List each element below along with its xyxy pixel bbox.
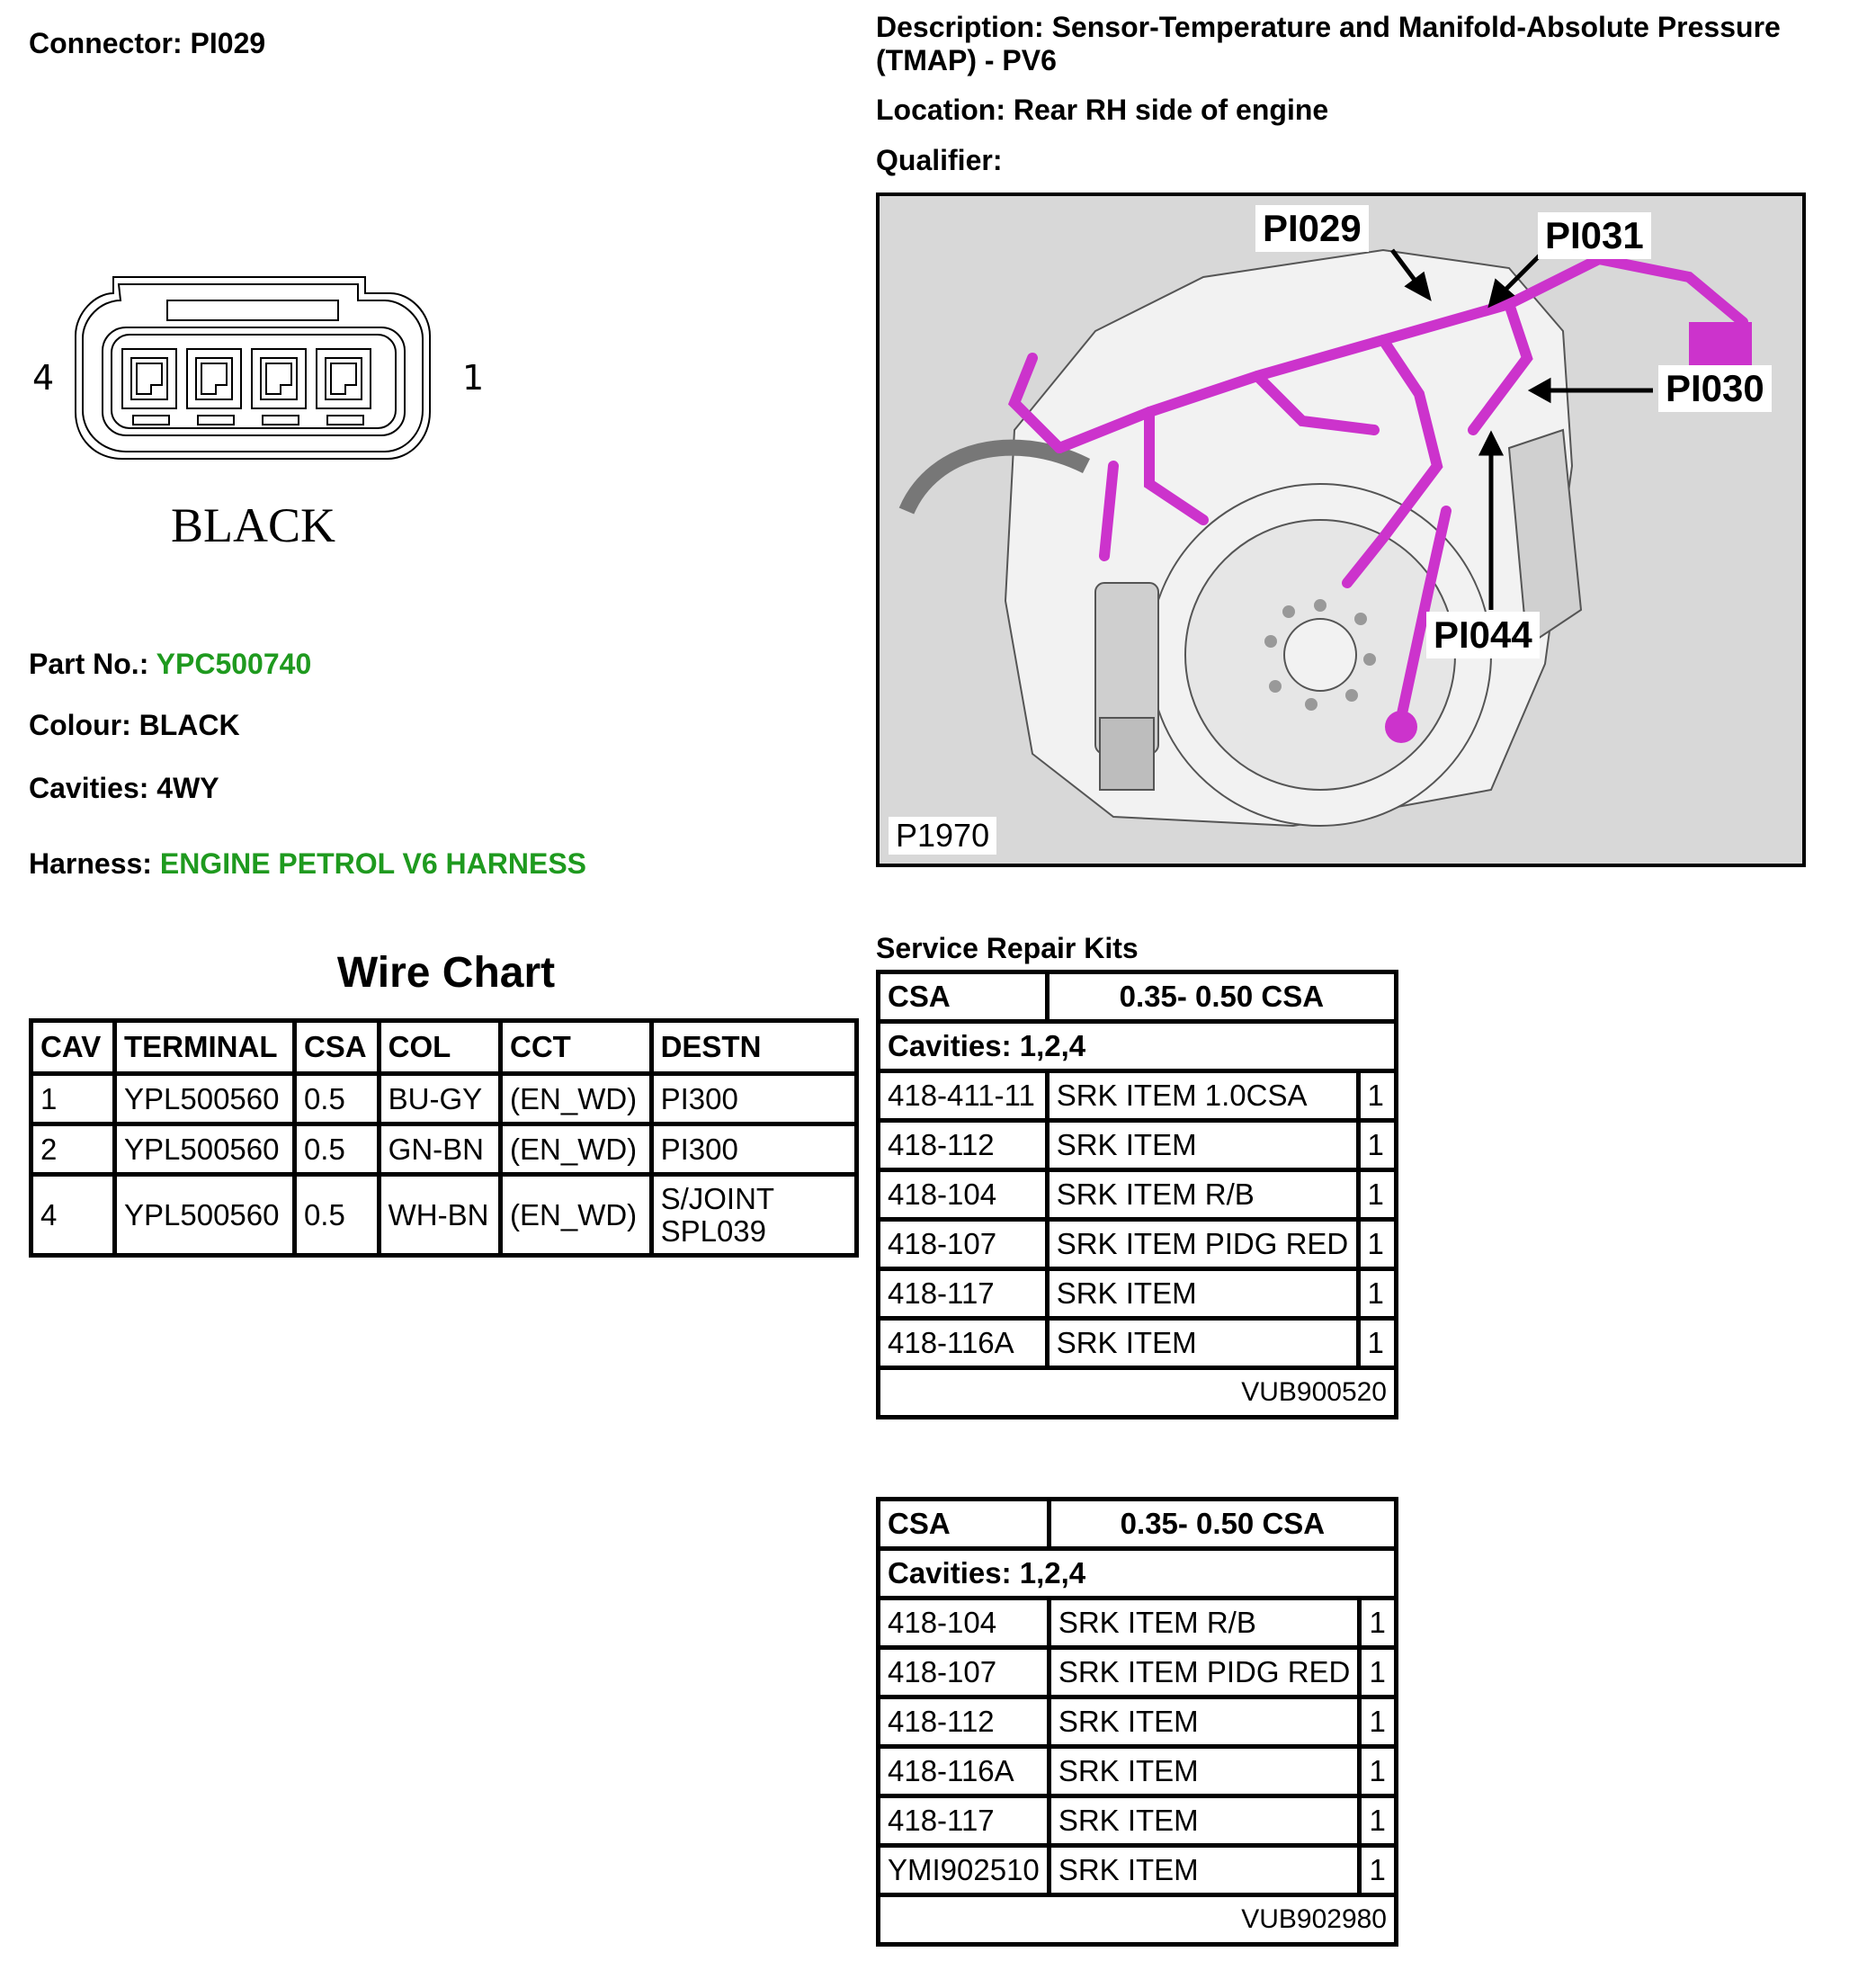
table-row (879, 1269, 1397, 1319)
wire-chart-title: Wire Chart (336, 949, 556, 997)
cell: 418-112 (879, 1121, 1048, 1170)
srk-cavities-row (879, 1549, 1397, 1598)
cell: 1 (1360, 1697, 1397, 1747)
cell: 418-116A (879, 1747, 1050, 1796)
cell: 1 (31, 1074, 115, 1124)
cell: SRK ITEM 1.0CSA (1047, 1071, 1358, 1121)
cell: 1 (1358, 1319, 1396, 1368)
table-row (879, 1846, 1397, 1895)
cell: BU-GY (379, 1074, 500, 1124)
table-row (879, 1796, 1397, 1846)
cell: SRK ITEM (1047, 1121, 1358, 1170)
kit-number: VUB900520 (879, 1368, 1397, 1418)
wire-chart-table (29, 1018, 859, 1258)
description (876, 11, 1829, 77)
connector-colour-text: BLACK (171, 498, 336, 552)
cell: PI300 (651, 1124, 856, 1175)
cell: SRK ITEM (1049, 1697, 1360, 1747)
srk-title: Service Repair Kits (876, 932, 1139, 964)
header-terminal: TERMINAL (115, 1021, 295, 1074)
cell: SRK ITEM R/B (1049, 1598, 1360, 1648)
table-row (879, 1319, 1397, 1368)
part-no-link[interactable]: YPC500740 (156, 648, 312, 680)
connector-label: Connector: (29, 27, 183, 59)
cell: SRK ITEM (1049, 1846, 1360, 1895)
cell: 418-116A (879, 1319, 1048, 1368)
harness-label: Harness: (29, 847, 152, 880)
cavities (29, 772, 219, 805)
cavities-value: 4WY (156, 772, 219, 804)
cell: YPL500560 (115, 1074, 295, 1124)
callout-pi044: PI044 (1426, 612, 1540, 658)
cell: 1 (1358, 1170, 1396, 1220)
csa-value: 0.35- 0.50 CSA (1049, 1500, 1396, 1549)
srk-kit-number-row (879, 1895, 1397, 1945)
cell: 418-107 (879, 1648, 1050, 1697)
cell: SRK ITEM R/B (1047, 1170, 1358, 1220)
cell: 1 (1360, 1598, 1397, 1648)
colour-value: BLACK (138, 709, 240, 741)
table-row (879, 1170, 1397, 1220)
part-no-label: Part No.: (29, 648, 149, 680)
cell: S/JOINT SPL039 (651, 1175, 856, 1256)
table-row (879, 1747, 1397, 1796)
header-cct: CCT (501, 1021, 652, 1074)
cell: 418-411-11 (879, 1071, 1048, 1121)
cell: 1 (1358, 1220, 1396, 1269)
cell: 0.5 (294, 1124, 379, 1175)
engine-location-image (876, 193, 1806, 867)
description-value: Sensor-Temperature and Manifold-Absolute Pressure (TMAP) - PV6 (876, 11, 1781, 76)
cell: 1 (1358, 1121, 1396, 1170)
qualifier-label: Qualifier: (876, 144, 1003, 176)
srk-cavities: Cavities: 1,2,4 (879, 1549, 1397, 1598)
srk-kit-number-row (879, 1368, 1397, 1418)
table-row (879, 1220, 1397, 1269)
srk-table-1 (876, 970, 1398, 1419)
engine-illustration-icon (880, 196, 1802, 864)
colour (29, 709, 240, 742)
pin-1-label: 1 (462, 358, 485, 398)
cell: (EN_WD) (501, 1175, 652, 1256)
figure-id: P1970 (889, 817, 996, 855)
cell: 1 (1360, 1747, 1397, 1796)
pin-4-label: 4 (32, 358, 55, 398)
cell: YMI902510 (879, 1846, 1050, 1895)
cell: 1 (1360, 1648, 1397, 1697)
cell: GN-BN (379, 1124, 500, 1175)
cell: (EN_WD) (501, 1124, 652, 1175)
cell: 2 (31, 1124, 115, 1175)
colour-label: Colour: (29, 709, 131, 741)
table-row (879, 1648, 1397, 1697)
cell: 418-104 (879, 1170, 1048, 1220)
srk-cavities-row (879, 1022, 1397, 1071)
cell: 4 (31, 1175, 115, 1256)
table-row (879, 1598, 1397, 1648)
callout-pi030: PI030 (1658, 365, 1772, 412)
cell: 418-117 (879, 1269, 1048, 1319)
cell: 1 (1358, 1269, 1396, 1319)
cell: 418-107 (879, 1220, 1048, 1269)
cell: 0.5 (294, 1175, 379, 1256)
srk-header-row (879, 972, 1397, 1022)
header-destn: DESTN (651, 1021, 856, 1074)
srk-cavities: Cavities: 1,2,4 (879, 1022, 1397, 1071)
table-row (879, 1071, 1397, 1121)
cell: 418-104 (879, 1598, 1050, 1648)
harness (29, 847, 586, 881)
table-row (879, 1697, 1397, 1747)
cell: 418-117 (879, 1796, 1050, 1846)
cavities-label: Cavities: (29, 772, 149, 804)
wire-chart-header (31, 1021, 857, 1074)
cell: SRK ITEM (1047, 1269, 1358, 1319)
table-row (879, 1121, 1397, 1170)
csa-label: CSA (879, 1500, 1050, 1549)
cell: SRK ITEM (1049, 1796, 1360, 1846)
cell: 1 (1360, 1796, 1397, 1846)
harness-link[interactable]: ENGINE PETROL V6 HARNESS (159, 847, 587, 880)
cell: SRK ITEM PIDG RED (1047, 1220, 1358, 1269)
location-value: Rear RH side of engine (1013, 94, 1329, 126)
location (876, 94, 1328, 127)
qualifier (876, 144, 1002, 177)
header-col: COL (379, 1021, 500, 1074)
cell: YPL500560 (115, 1175, 295, 1256)
csa-value: 0.35- 0.50 CSA (1047, 972, 1396, 1022)
cell: 1 (1360, 1846, 1397, 1895)
srk-table-2 (876, 1497, 1398, 1947)
cell: SRK ITEM (1049, 1747, 1360, 1796)
cell: 1 (1358, 1071, 1396, 1121)
cell: (EN_WD) (501, 1074, 652, 1124)
cell: 418-112 (879, 1697, 1050, 1747)
table-row (31, 1175, 857, 1256)
table-row (31, 1074, 857, 1124)
cell: YPL500560 (115, 1124, 295, 1175)
description-label: Description: (876, 11, 1044, 43)
cell: 0.5 (294, 1074, 379, 1124)
connector-heading (29, 27, 265, 60)
kit-number: VUB902980 (879, 1895, 1397, 1945)
cell: WH-BN (379, 1175, 500, 1256)
srk-header-row (879, 1500, 1397, 1549)
location-label: Location: (876, 94, 1005, 126)
csa-label: CSA (879, 972, 1048, 1022)
table-row (31, 1124, 857, 1175)
part-no (29, 648, 311, 681)
callout-pi031: PI031 (1538, 212, 1651, 259)
header-cav: CAV (31, 1021, 115, 1074)
header-csa: CSA (294, 1021, 379, 1074)
connector-face-diagram (32, 268, 500, 565)
connector-value: PI029 (190, 27, 266, 59)
cell: SRK ITEM (1047, 1319, 1358, 1368)
callout-pi029: PI029 (1255, 205, 1369, 252)
cell: PI300 (651, 1074, 856, 1124)
cell: SRK ITEM PIDG RED (1049, 1648, 1360, 1697)
